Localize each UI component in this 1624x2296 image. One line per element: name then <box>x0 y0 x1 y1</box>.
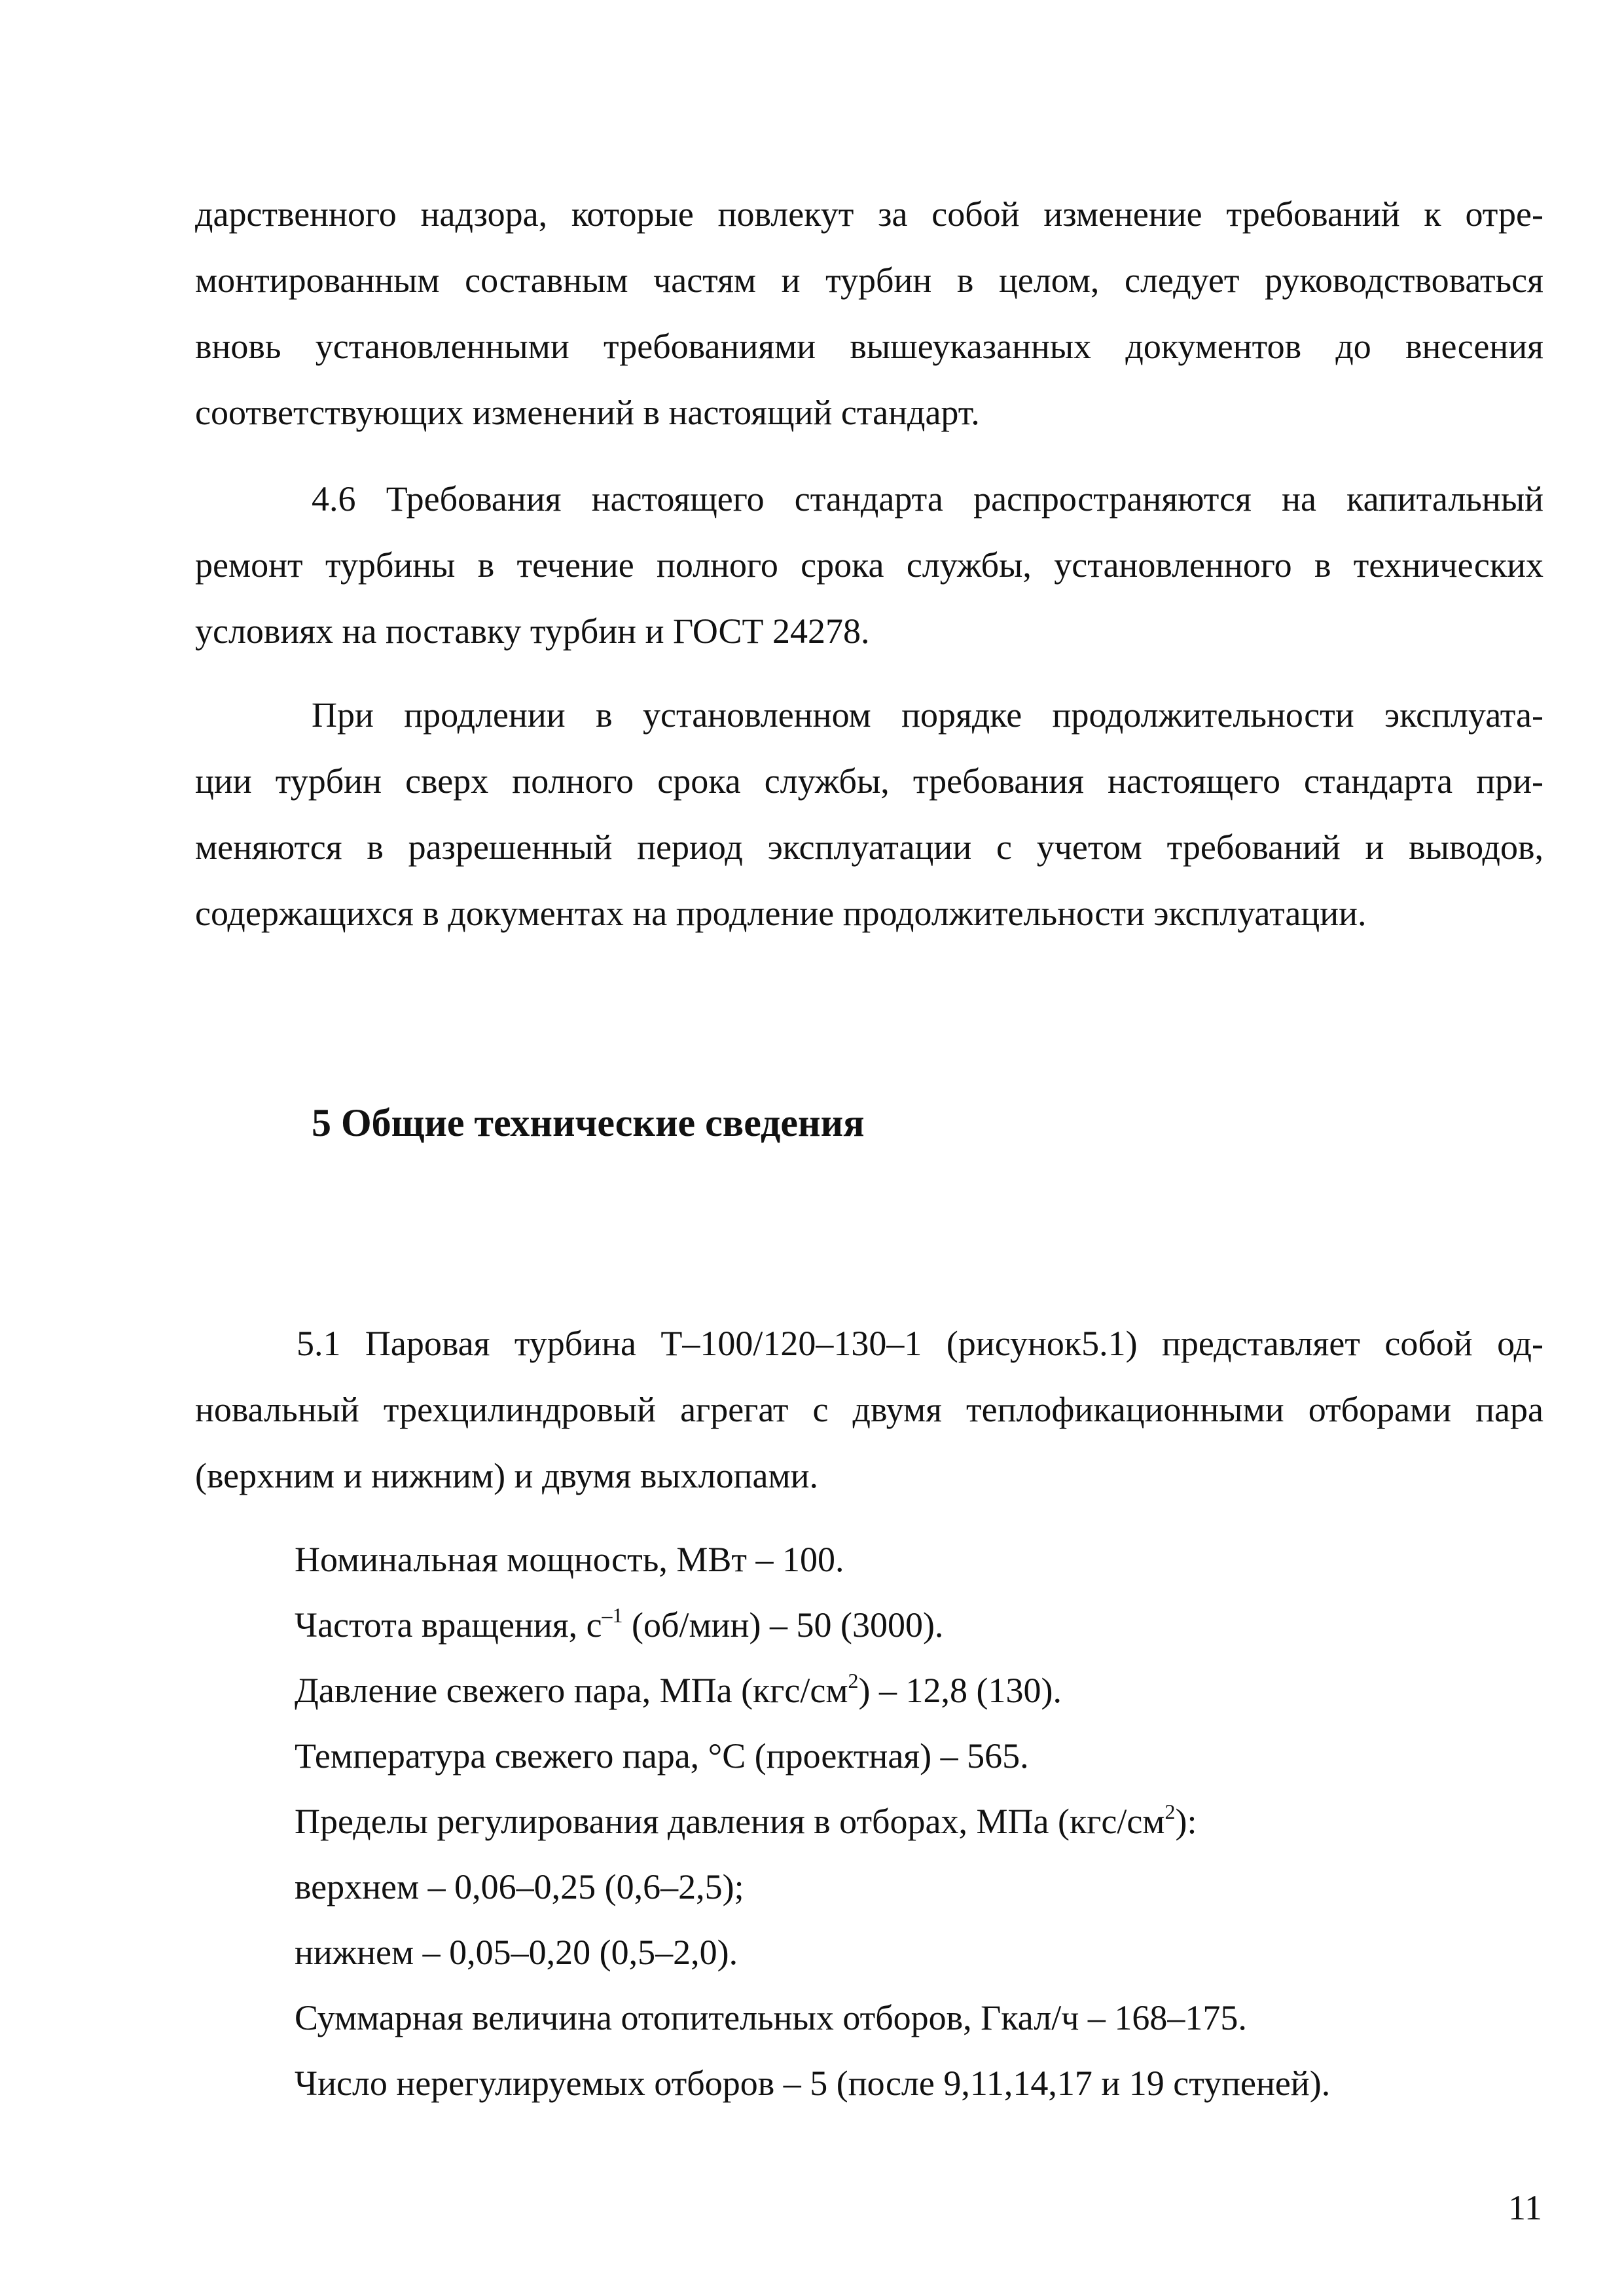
text-line: дарственного надзора, которые повлекут за собой изменение требований к отре- <box>195 194 1543 234</box>
text-line: новальный трехцилиндровый агрегат с двумя теплофикационными отборами пара <box>195 1390 1543 1429</box>
spec-pressure-value: ) – 12,8 (130). <box>858 1671 1062 1710</box>
spec-limits <box>295 1800 1197 1841</box>
spec-upper-extraction: верхнем – 0,06–0,25 (0,6–2,5); <box>295 1867 744 1906</box>
text-line: (верхним и нижним) и двумя выхлопами. <box>195 1456 819 1495</box>
text-line: ремонт турбины в течение полного срока службы, установленного в технических <box>195 545 1543 585</box>
spec-rotation-value: (об/мин) – 50 (3000). <box>623 1605 944 1645</box>
text-line: соответствующих изменений в настоящий стандарт. <box>195 393 980 432</box>
spec-temperature: Температура свежего пара, °С (проектная) – 565. <box>295 1736 1029 1776</box>
text-line: условиях на поставку турбин и ГОСТ 24278. <box>195 611 870 651</box>
paragraph-extension <box>195 697 1543 931</box>
text-line: монтированным составным частям и турбин в целом, следует руководствоваться <box>195 261 1543 300</box>
text-line: содержащихся в документах на продление продолжительности эксплуатации. <box>195 894 1367 933</box>
spec-lower-extraction: нижнем – 0,05–0,20 (0,5–2,0). <box>295 1933 738 1972</box>
spec-total-heating: Суммарная величина отопительных отборов, Гкал/ч – 168–175. <box>295 1998 1247 2037</box>
page-number: 11 <box>1508 2188 1542 2227</box>
text-line: При продлении в установленном порядке продолжительности эксплуата- <box>312 695 1543 735</box>
spec-rotation-unit-exponent: –1 <box>602 1603 623 1627</box>
spec-rotation <box>295 1603 944 1645</box>
section-heading: 5 Общие технические сведения <box>312 1101 865 1144</box>
text-line: 5.1 Паровая турбина Т–100/120–130–1 (рисунок5.1) представляет собой од- <box>297 1324 1543 1363</box>
spec-pressure-label: Давление свежего пара, МПа (кгс/см <box>295 1671 848 1710</box>
paragraph-continuation <box>195 196 1543 430</box>
spec-pressure <box>295 1669 1062 1710</box>
spec-limits-suffix: ): <box>1175 1802 1197 1841</box>
spec-rotation-label: Частота вращения, с <box>295 1605 602 1645</box>
text-line: 4.6 Требования настоящего стандарта распространяются на капитальный <box>312 479 1543 519</box>
spec-pressure-unit-exponent: 2 <box>848 1669 859 1692</box>
paragraph-5-1 <box>195 1326 1543 1493</box>
spec-power: Номинальная мощность, МВт – 100. <box>295 1540 844 1579</box>
text-line: меняются в разрешенный период эксплуатации с учетом требований и выводов, <box>195 828 1543 867</box>
spec-limits-unit-exponent: 2 <box>1164 1800 1176 1823</box>
text-line: вновь установленными требованиями вышеуказанных документов до внесения <box>195 327 1543 366</box>
paragraph-4-6 <box>195 481 1543 649</box>
spec-unregulated: Число нерегулируемых отборов – 5 (после 9,11,14,17 и 19 ступеней). <box>295 2064 1331 2103</box>
spec-limits-label: Пределы регулирования давления в отборах, МПа (кгс/см <box>295 1802 1165 1841</box>
text-line: ции турбин сверх полного срока службы, требования настоящего стандарта при- <box>195 761 1543 801</box>
